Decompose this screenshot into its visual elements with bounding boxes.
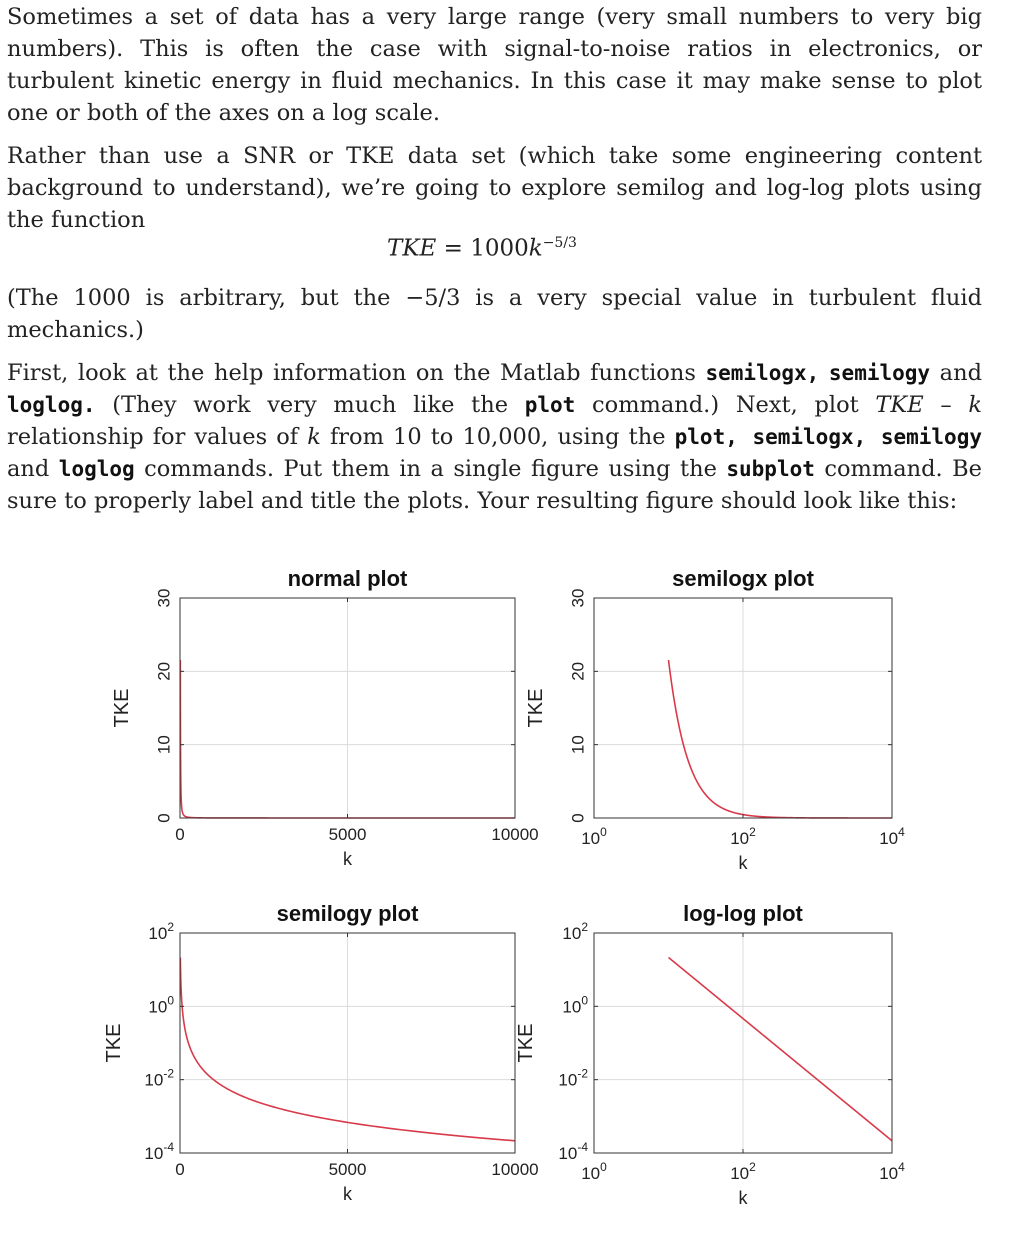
y-tick-label: $10^{-4}$ (558, 1140, 588, 1163)
instr-text (819, 360, 829, 386)
x-axis-label: k (738, 853, 748, 873)
math-k: k (968, 392, 982, 418)
equation-var: k (528, 235, 543, 262)
instr-text: commands. Put them in a single figure using the (134, 456, 727, 482)
x-axis-label: k (343, 849, 352, 869)
equation-exponent: −5/3 (542, 235, 577, 251)
instr-text: – (923, 392, 969, 418)
y-tick-label: $10^2$ (562, 920, 588, 943)
x-tick-label: 10000 (491, 1160, 539, 1179)
instr-text: First, look at the help information on the Matlab functions (7, 360, 706, 386)
code-semilogy: semilogy (828, 361, 931, 385)
y-tick-label: 20 (154, 661, 174, 681)
instructions-paragraph (7, 357, 982, 517)
subplot-title: log-log plot (683, 901, 803, 926)
note-paragraph: (The 1000 is arbitrary, but the −5/3 is a very special value in turbulent fluid mechanics.) (7, 285, 982, 343)
y-tick-label: $10^{-4}$ (144, 1140, 174, 1163)
code-plot: plot (524, 393, 576, 417)
code-command-list: plot, semilogx, semilogy (674, 425, 982, 449)
code-semilogx: semilogx, (705, 361, 820, 385)
subplot-title: semilogx plot (672, 566, 814, 591)
y-tick-label: $10^{-2}$ (558, 1066, 588, 1090)
x-tick-label: 10000 (491, 825, 539, 844)
y-tick-label: $10^{-2}$ (144, 1066, 174, 1090)
x-tick-label: $10^4$ (879, 825, 905, 848)
y-axis-label: TKE (515, 1023, 537, 1063)
subplot-title: normal plot (287, 566, 408, 591)
y-tick-label: 0 (568, 813, 588, 823)
y-tick-label: $10^2$ (148, 920, 174, 943)
intro-paragraph: Sometimes a set of data has a very large range (very small numbers to very big numbers). This is often the case with signal-to-noise ratios in electronics, or turbulent kinetic energy in fluid mechanics. In this case it may make sense to plot one or both of the axes on a log scale. (7, 4, 982, 126)
x-tick-label: 0 (175, 1160, 185, 1179)
instr-text: and (930, 360, 982, 386)
x-tick-label: $10^2$ (730, 825, 756, 848)
x-tick-label: 5000 (328, 825, 367, 844)
matlab-figure (0, 540, 1012, 1242)
y-tick-label: 0 (154, 813, 174, 823)
y-axis-label: TKE (525, 688, 547, 728)
x-tick-label: $10^0$ (581, 825, 607, 848)
equation-lhs: TKE (387, 235, 437, 262)
y-tick-label: 30 (568, 588, 588, 608)
y-tick-label: 10 (154, 735, 174, 755)
instr-text: command.) Next, plot (575, 392, 876, 418)
function-paragraph: Rather than use a SNR or TKE data set (which take some engineering content background to understand), we’re going to explore semilog and log-log plots using the function (7, 143, 982, 233)
x-tick-label: $10^4$ (879, 1160, 905, 1183)
equation-eq: = 1000 (436, 235, 529, 262)
subplot-2 (525, 566, 905, 873)
instr-text: and (7, 456, 59, 482)
x-tick-label: $10^2$ (730, 1160, 756, 1183)
y-tick-label: 20 (568, 661, 588, 681)
instr-text: (They work very much like the (95, 392, 525, 418)
code-loglog: loglog (58, 457, 135, 481)
tke-equation (387, 235, 577, 262)
math-tke: TKE (875, 392, 924, 418)
math-k: k (307, 424, 321, 450)
instr-text: relationship for values of (7, 424, 308, 450)
subplot-1 (111, 566, 539, 869)
y-axis-label: TKE (111, 688, 133, 728)
x-tick-label: 0 (175, 825, 185, 844)
instr-text: from 10 to 10,000, using the (320, 424, 675, 450)
x-axis-label: k (738, 1188, 748, 1208)
y-axis-label: TKE (103, 1023, 125, 1063)
x-axis-label: k (343, 1184, 352, 1204)
y-tick-label: $10^0$ (562, 993, 588, 1017)
subplot-4 (515, 901, 905, 1208)
x-tick-label: 5000 (328, 1160, 367, 1179)
subplot-title: semilogy plot (276, 901, 419, 926)
y-tick-label: 30 (154, 588, 174, 608)
x-tick-label: $10^0$ (581, 1160, 607, 1183)
code-loglog: loglog. (7, 393, 96, 417)
y-tick-label: 10 (568, 735, 588, 755)
y-tick-label: $10^0$ (148, 993, 174, 1017)
subplot-figure (0, 540, 1012, 1242)
subplot-3 (103, 901, 539, 1204)
code-subplot: subplot (726, 457, 815, 481)
instr-text: command. Be sure to properly label and title the plots. Your resulting figure should look like this: (7, 456, 982, 514)
